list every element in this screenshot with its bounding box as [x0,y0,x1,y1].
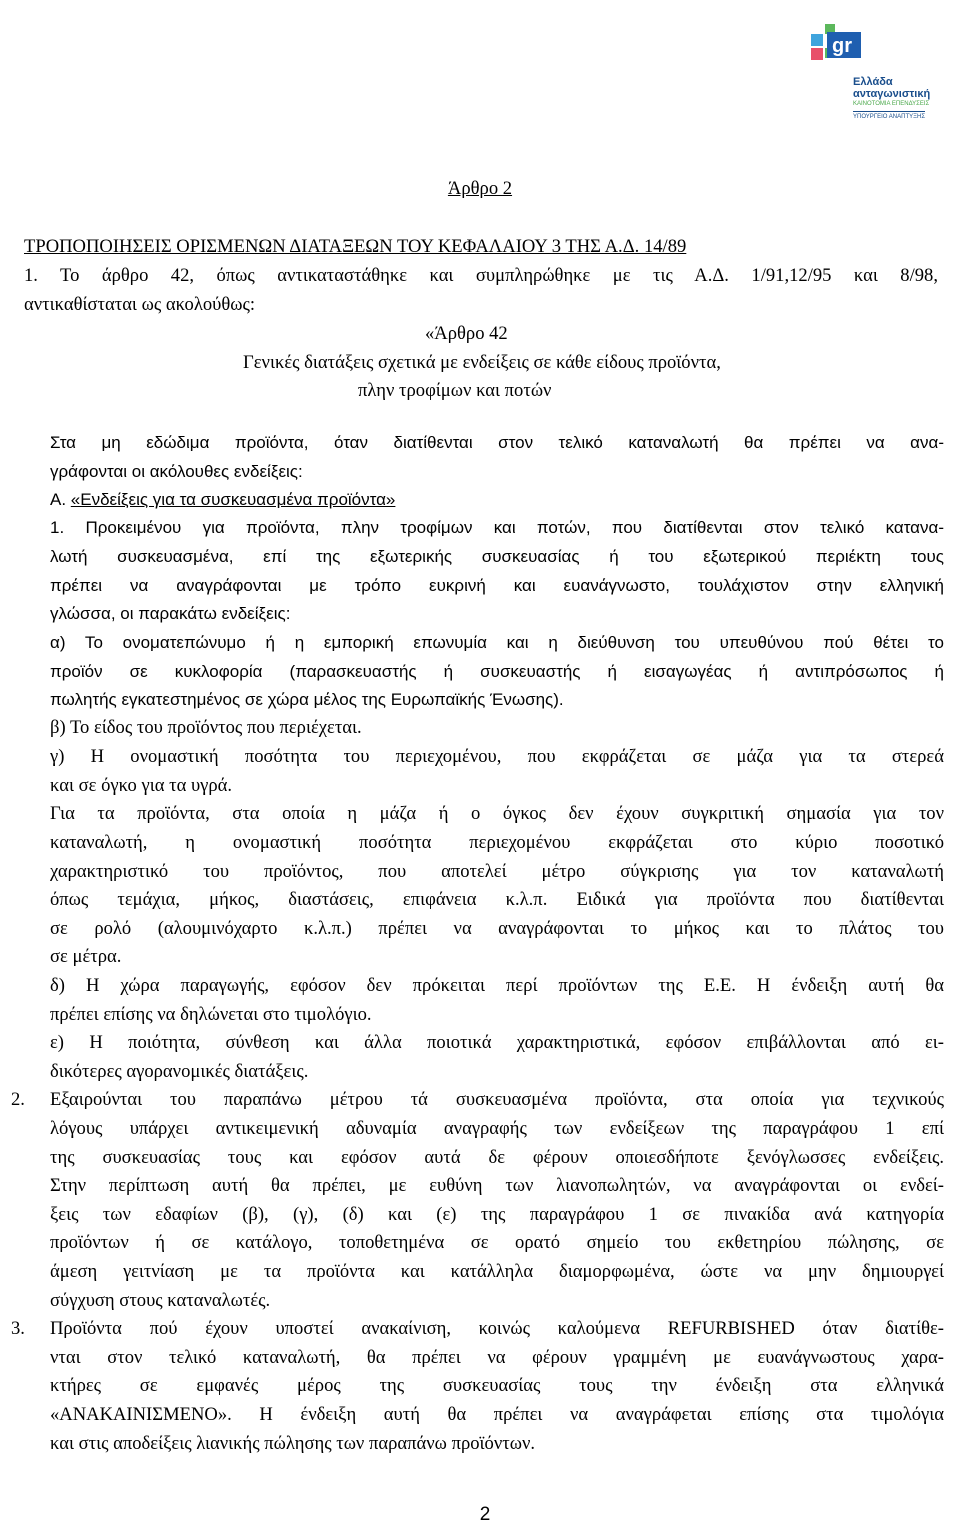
logo-line-4: ΥΠΟΥΡΓΕΙΟ ΑΝΑΠΤΥΞΗΣ [853,111,925,120]
para-line: α) Το ονοματεπώνυμο ή η εμπορική επωνυμία και η διεύθυνση του υπευθύνου πού θέτει το [50,633,944,652]
quoted-article-title: «Άρθρο 42 [425,323,508,344]
para-line: ξεις των εδαφίων (β), (γ), (δ) και (ε) της παραγράφου 1 σε πινακίδα ανά κατηγορία [50,1204,944,1225]
para-line: δ) Η χώρα παραγωγής, εφόσον δεν πρόκειται περί προϊόντων της Ε.Ε. Η ένδειξη αυτή θα [50,975,944,996]
intro-paragraph-line-1: Στα μη εδώδιμα προϊόντα, όταν διατίθενται στον τελικό καταναλωτή θα πρέπει να ανα- [50,433,944,452]
para-line: λωτή συσκευασμένα, επί της εξωτερικής συσκευασίας ή του εξωτερικού περιέκτη τους [50,547,944,566]
para-line: πρέπει να αναγράφονται με τρόπο ευκρινή και ευανάγνωστο, τουλάχιστον στην ελληνική [50,576,944,595]
para-line: και στις αποδείξεις λιανικής πώλησης των παραπάνω προϊόντων. [50,1433,535,1454]
logo-line-3: ΚΑΙΝΟΤΟΜΙΑ ΕΠΕΝΔΥΣΕΙΣ [853,101,930,107]
section-a-prefix: Α. [50,490,71,509]
para-line: γ) Η ονομαστική ποσότητα του περιεχομένου, που εκφράζεται σε μάζα για τα στερεά [50,746,944,767]
logo-mark-icon [805,18,865,78]
para-line: άμεση γειτνίαση με τα προϊόντα και κατάλληλα διαμορφωμένα, ώστε να μην δημιουργεί [50,1261,944,1282]
para-line: προϊόν σε κυκλοφορία (παρασκευαστής ή συσκευαστής ή εισαγωγέας ή αντιπρόσωπος ή [50,662,944,681]
para-line: γλώσσα, οι παρακάτω ενδείξεις: [50,604,291,623]
para-line: νται στον τελικό καταναλωτή, θα πρέπει να φέρουν γραμμένη με ευανάγνωστους χαρα- [50,1347,944,1368]
para-line: 1. Προκειμένου για προϊόντα, πλην τροφίμων και ποτών, που διατίθενται στον τελικό κατανα- [50,518,944,537]
section-a-title: «Ενδείξεις για τα συσκευασμένα προϊόντα» [70,490,396,509]
svg-text:gr: gr [832,35,852,57]
para-line: της συσκευασίας τους και εφόσον αυτά δε φέρουν οποιεσδήποτε ξενόγλωσσες ενδείξεις. [50,1147,944,1168]
para-line: όπως τεμάχια, μήκος, διαστάσεις, επιφάνεια κ.λ.π. Ειδικά για προϊόντα που διατίθενται [50,889,944,910]
logo-line-1: Ελλάδα [853,76,893,88]
para-line: Εξαιρούνται του παραπάνω μέτρου τά συσκευασμένα προϊόντα, στα οποία για τεχνικούς [50,1089,944,1110]
para-line: Προϊόντα πού έχουν υποστεί ανακαίνιση, κοινώς καλούμενα REFURBISHED όταν διατίθε- [50,1318,944,1339]
intro-line-2: αντικαθίσταται ως ακολούθως: [24,294,256,315]
para-line: σύγχυση στους καταναλωτές. [50,1290,271,1311]
ellada-antagonistiki-logo [805,18,950,130]
para-line: δικότερες αγορανομικές διατάξεις. [50,1061,309,1082]
para-line: χαρακτηριστικό του προϊόντος, που αποτελεί μέτρο σύγκρισης για τον καταναλωτή [50,861,944,882]
para-line: Στην περίπτωση αυτή θα πρέπει, με ευθύνη των λιανοπωλητών, να αναγράφονται οι ενδεί- [50,1175,944,1196]
para-line: προϊόντων ή σε κατάλογο, τοποθετημένα σε ορατό σημείο του εκθετηρίου πώλησης, σε [50,1232,944,1253]
para-line: και σε όγκο για τα υγρά. [50,775,233,796]
intro-paragraph-line-2: γράφονται οι ακόλουθες ενδείξεις: [50,462,303,481]
para-line: καταναλωτή, η ονομαστική ποσότητα περιεχομένου εκφράζεται στο κύριο ποσοτικό [50,832,944,853]
para-line: πωλητής εγκατεστημένος σε χώρα μέλος της Ευρωπαϊκής Ένωσης). [50,690,564,709]
para-line: «ΑΝΑΚΑΙΝΙΣΜΕΝΟ». Η ένδειξη αυτή θα πρέπει να αναγράφεται επίσης στα τιμολόγια [50,1404,944,1425]
section-a-heading [50,490,395,510]
para-line: Για τα προϊόντα, στα οποία η μάζα ή ο όγκος δεν έχουν συγκριτική σημασία για τον [50,803,944,824]
page-number: 2 [479,1504,491,1525]
article-heading: Άρθρο 2 [447,178,513,199]
logo-line-2: ανταγωνιστική [853,88,931,100]
para-line: λόγους υπάρχει αντικειμενική αδυναμία αναγραφής των ενδείξεων της παραγράφου 1 επί [50,1118,944,1139]
general-provisions-line-2: πλην τροφίμων και ποτών [358,380,552,401]
para-line: κτήρες σε εμφανές μέρος της συσκευασίας τους την ένδειξη στα ελληνικά [50,1375,944,1396]
para-line: πρέπει επίσης να δηλώνεται στο τιμολόγιο. [50,1004,372,1025]
amendment-title: ΤΡΟΠΟΠΟΙΗΣΕΙΣ ΟΡΙΣΜΕΝΩΝ ΔΙΑΤΑΞΕΩΝ ΤΟΥ ΚΕΦΑΛΑΙΟΥ 3 ΤΗΣ Α.Δ. 14/89 [24,236,687,257]
para-line: β) Το είδος του προϊόντος που περιέχεται. [50,717,362,738]
para-line: σε μέτρα. [50,946,122,967]
intro-line-1: 1. Το άρθρο 42, όπως αντικαταστάθηκε και συμπληρώθηκε με τις Α.Δ. 1/91,12/95 και 8/98, [24,265,938,286]
general-provisions-line-1: Γενικές διατάξεις σχετικά με ενδείξεις σε κάθε είδους προϊόντα, [243,352,721,373]
para-line: σε ρολό (αλουμινόχαρτο κ.λ.π.) πρέπει να αναγράφονται το μήκος και το πλάτος του [50,918,944,939]
paragraph-number-3: 3. [11,1318,25,1339]
paragraph-number-2: 2. [11,1089,25,1110]
para-line: ε) Η ποιότητα, σύνθεση και άλλα ποιοτικά χαρακτηριστικά, εφόσον επιβάλλονται από ει- [50,1032,944,1053]
